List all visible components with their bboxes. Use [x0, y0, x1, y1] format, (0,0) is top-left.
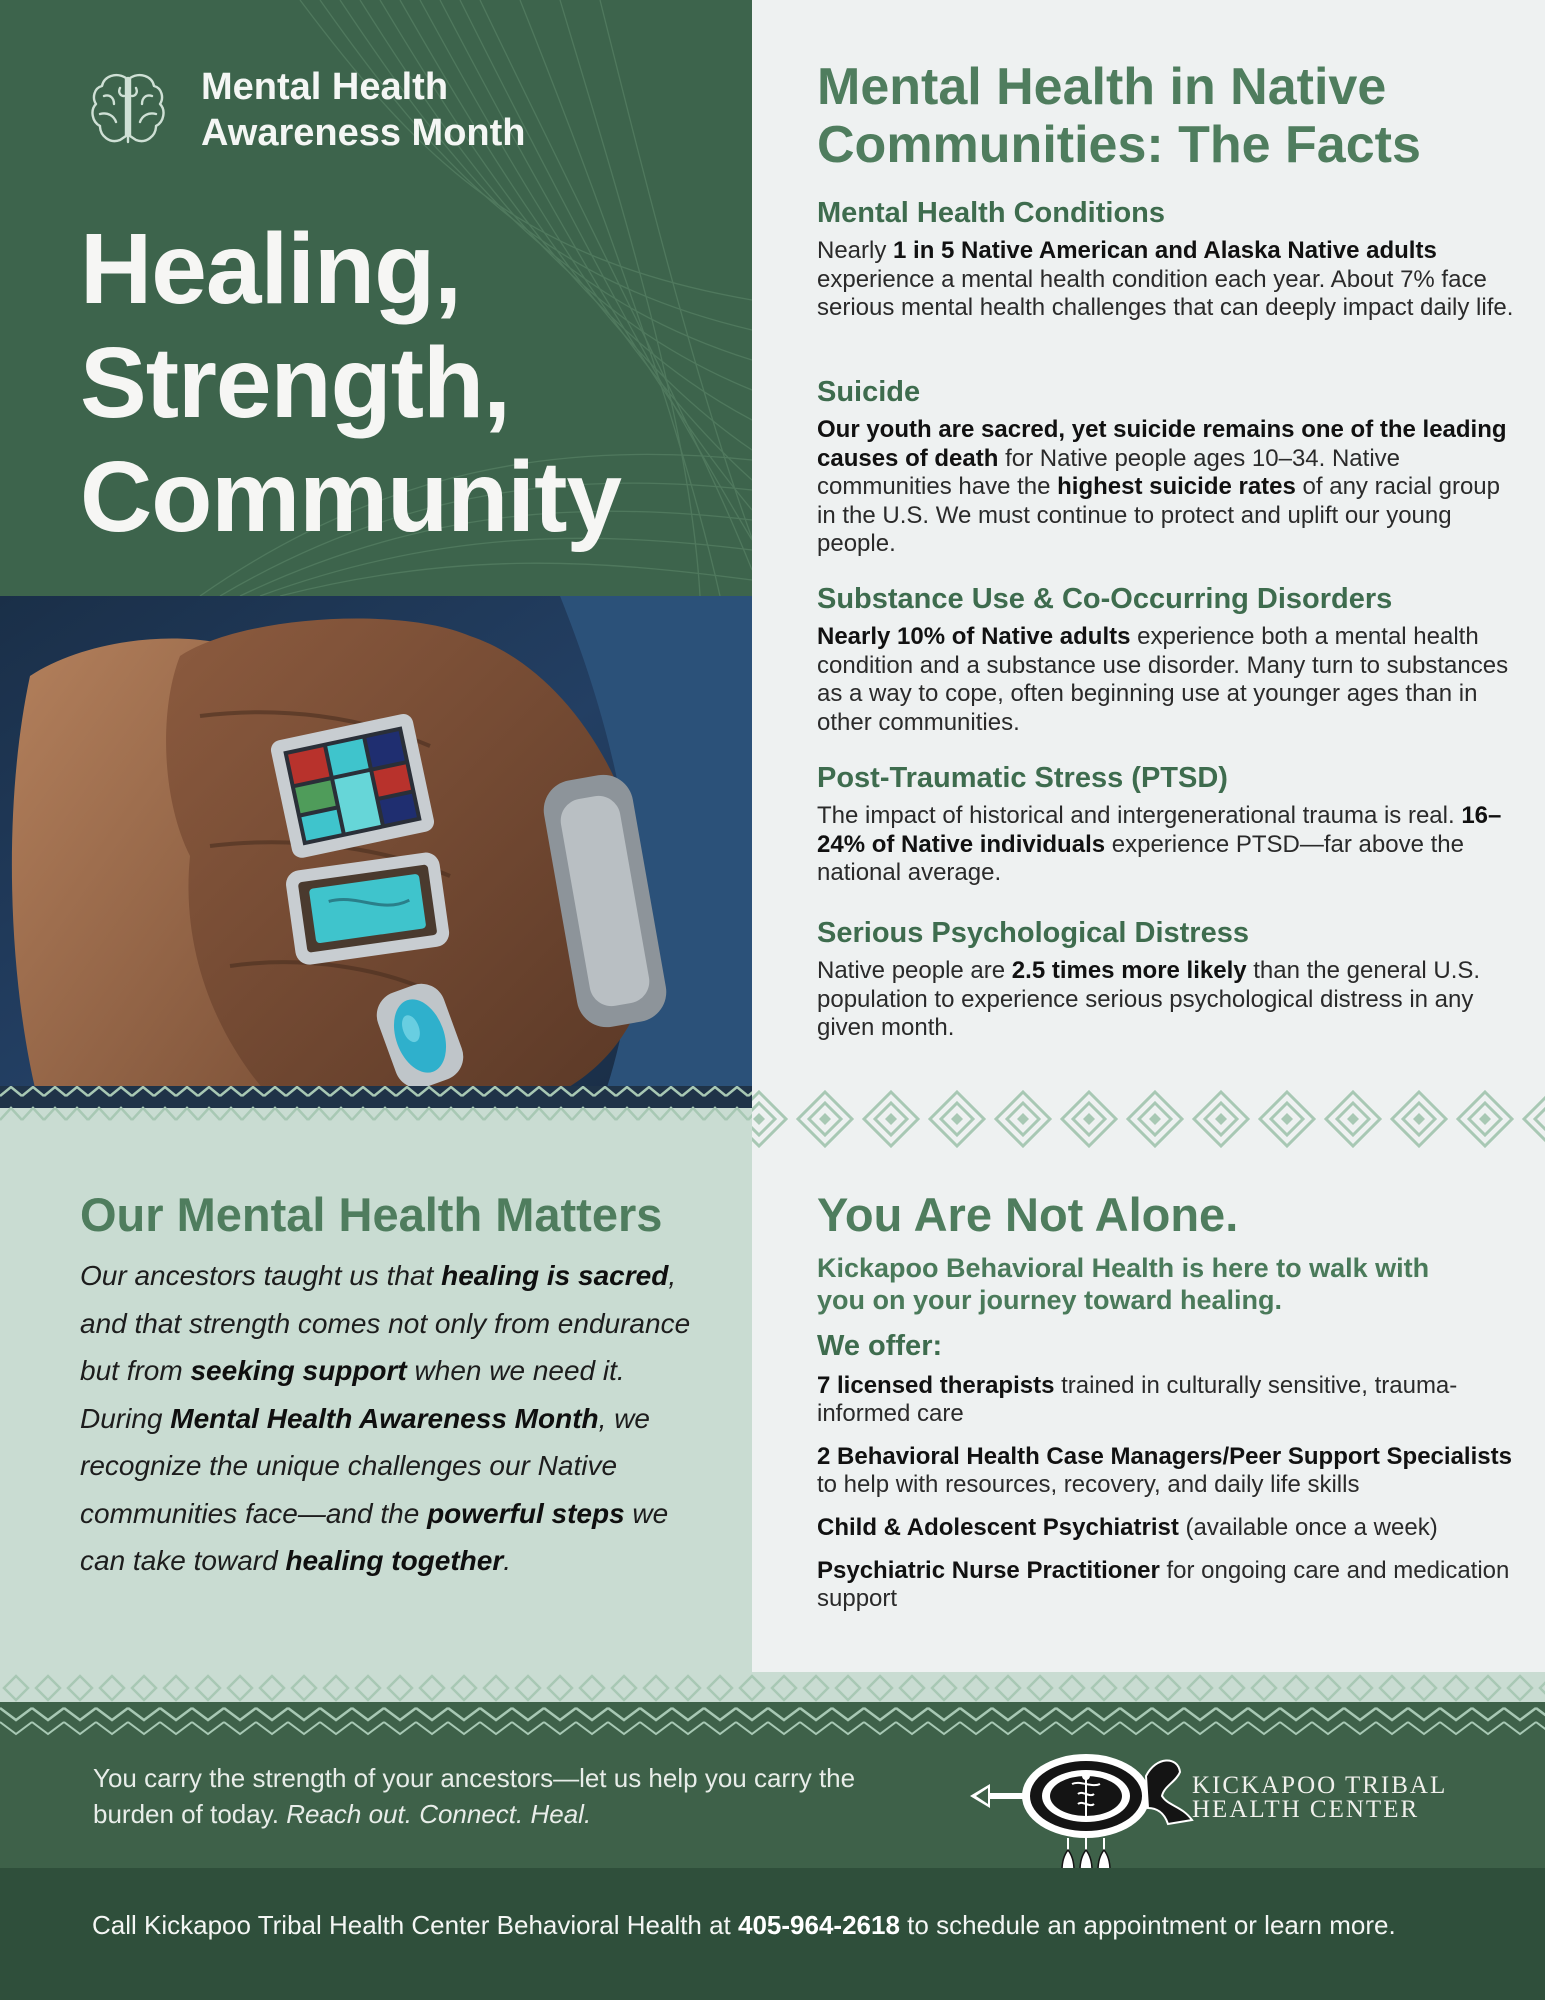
- fact-psychological-distress: [817, 915, 1517, 1043]
- hero-title: [80, 212, 621, 554]
- logo-wordmark: [1192, 1774, 1447, 1822]
- fact-heading: Serious Psychological Distress: [817, 917, 1249, 949]
- hero-title-line-3: Community: [80, 441, 621, 553]
- hero-title-line-1: Healing,: [80, 213, 461, 325]
- fact-heading: Post-Traumatic Stress (PTSD): [817, 762, 1228, 794]
- fact-text: for Native people ages 10–34. Native communities have the: [817, 444, 1400, 500]
- matters-text: , we recognize the unique challenges our Native communities face—and the: [80, 1402, 650, 1529]
- fact-text: The impact of historical and intergenerational trauma is real.: [817, 802, 1462, 829]
- fact-ptsd: [817, 760, 1517, 888]
- mental-health-matters-panel: [0, 1152, 752, 1682]
- fact-bold: Nearly 10% of Native adults: [817, 623, 1131, 650]
- arrow-icon: [970, 1784, 1028, 1808]
- tagline-text: You carry the strength of your ancestors—let us help you carry the burden of today.: [93, 1763, 856, 1829]
- hands-with-rings-photo: [0, 596, 752, 1108]
- fact-text: than the general U.S. population to experience serious psychological distress in any given month.: [817, 957, 1481, 1041]
- brain-icon: [90, 70, 166, 150]
- offer-bold: Child & Adolescent Psychiatrist: [817, 1514, 1179, 1541]
- matters-bold: healing together: [285, 1545, 504, 1576]
- hero-title-line-2: Strength,: [80, 327, 510, 439]
- footer-tagline: [93, 1760, 873, 1832]
- fact-text: experience a mental health condition each year. About 7% face serious mental health challenges that can deeply impact daily life.: [817, 265, 1514, 321]
- offer-text: (available once a week): [1178, 1514, 1438, 1541]
- hero-banner: [0, 0, 752, 596]
- cta-text: to schedule an appointment or learn more.: [899, 1910, 1396, 1940]
- call-to-action: [92, 1908, 1396, 1942]
- eyebrow-line-1: Mental Health: [201, 66, 449, 108]
- fact-bold: 2.5 times more likely: [1011, 957, 1247, 984]
- fact-text: experience PTSD—far above the national average.: [817, 830, 1464, 886]
- fact-bold: 16–24% of Native individuals: [817, 802, 1502, 858]
- matters-bold: healing is sacred: [441, 1260, 669, 1291]
- footer-panel: [0, 1736, 1545, 1868]
- fact-bold: highest suicide rates: [1057, 473, 1296, 500]
- facts-title-line-2: Communities: The Facts: [817, 116, 1421, 174]
- fact-heading: Mental Health Conditions: [817, 197, 1165, 229]
- matters-bold: seeking support: [190, 1355, 407, 1386]
- facts-title: [817, 58, 1421, 174]
- call-to-action-bar: [0, 1868, 1545, 2000]
- offer-item: [817, 1372, 1517, 1428]
- alone-intro: Kickapoo Behavioral Health is here to walk with you on your journey toward healing.: [817, 1253, 1430, 1315]
- fact-bold: Our youth are sacred, yet suicide remains one of the leading causes of death: [817, 416, 1507, 472]
- matters-bold: Mental Health Awareness Month: [170, 1402, 599, 1434]
- matters-title: Our Mental Health Matters: [80, 1188, 663, 1241]
- fact-body: [817, 802, 1517, 888]
- facts-title-line-1: Mental Health in Native: [817, 58, 1387, 116]
- facts-panel: [752, 0, 1545, 1100]
- matters-text: .: [503, 1545, 512, 1576]
- fact-body: [817, 237, 1517, 323]
- matters-text: we can take toward: [80, 1497, 669, 1576]
- fact-bold: 1 in 5 Native American and Alaska Native adults: [893, 237, 1437, 264]
- matters-text: Our ancestors taught us that: [80, 1260, 442, 1291]
- diamond-pattern-band: [0, 1086, 1545, 1152]
- fact-heading: Suicide: [817, 376, 921, 408]
- offer-text: for ongoing care and medication support: [817, 1557, 1510, 1612]
- not-alone-panel: [752, 1152, 1545, 1682]
- offer-bold: Psychiatric Nurse Practitioner: [817, 1557, 1160, 1584]
- logo-line-2: HEALTH CENTER: [1192, 1796, 1420, 1823]
- fact-text: Native people are: [817, 957, 1012, 984]
- eyebrow-title: [201, 64, 525, 156]
- phone-number[interactable]: 405-964-2618: [738, 1910, 900, 1940]
- offer-item: [817, 1443, 1517, 1499]
- offer-text: to help with resources, recovery, and daily life skills: [817, 1471, 1360, 1498]
- logo-line-1: KICKAPOO TRIBAL: [1192, 1772, 1448, 1799]
- eyebrow-line-2: Awareness Month: [201, 112, 526, 154]
- offer-item: [817, 1514, 1517, 1542]
- fact-heading: Substance Use & Co-Occurring Disorders: [817, 583, 1393, 615]
- offer-text: trained in culturally sensitive, trauma-informed care: [817, 1372, 1458, 1427]
- offer-heading: We offer:: [817, 1330, 943, 1362]
- fact-body: [817, 623, 1517, 737]
- offer-bold: 2 Behavioral Health Case Managers/Peer Support Specialists: [817, 1443, 1512, 1470]
- offer-bold: 7 licensed therapists: [817, 1372, 1055, 1399]
- matters-body: [80, 1252, 710, 1585]
- fact-body: [817, 416, 1517, 559]
- fact-mental-health-conditions: [817, 195, 1517, 323]
- fact-text: Nearly: [817, 237, 894, 264]
- offer-item: [817, 1557, 1517, 1613]
- alone-title: You Are Not Alone.: [817, 1188, 1239, 1241]
- offer-list: [817, 1372, 1517, 1628]
- bottom-pattern-band: [0, 1672, 1545, 1736]
- tagline-italic: Reach out. Connect. Heal.: [286, 1799, 592, 1829]
- cta-text: Call Kickapoo Tribal Health Center Behavioral Health at: [92, 1910, 739, 1940]
- matters-text: when we need it. During: [80, 1355, 625, 1434]
- fact-text: of any racial group in the U.S. We must continue to protect and uplift our young people.: [817, 473, 1500, 557]
- fact-substance-use: [817, 581, 1517, 737]
- matters-bold: powerful steps: [427, 1497, 625, 1529]
- fact-text: experience both a mental health condition and a substance use disorder. Many turn to substances as a way to cope, often beginning use at younger ages than in other communities.: [817, 623, 1509, 736]
- fact-body: [817, 957, 1517, 1043]
- matters-text: , and that strength comes not only from endurance but from: [80, 1260, 691, 1386]
- fact-suicide: [817, 374, 1517, 559]
